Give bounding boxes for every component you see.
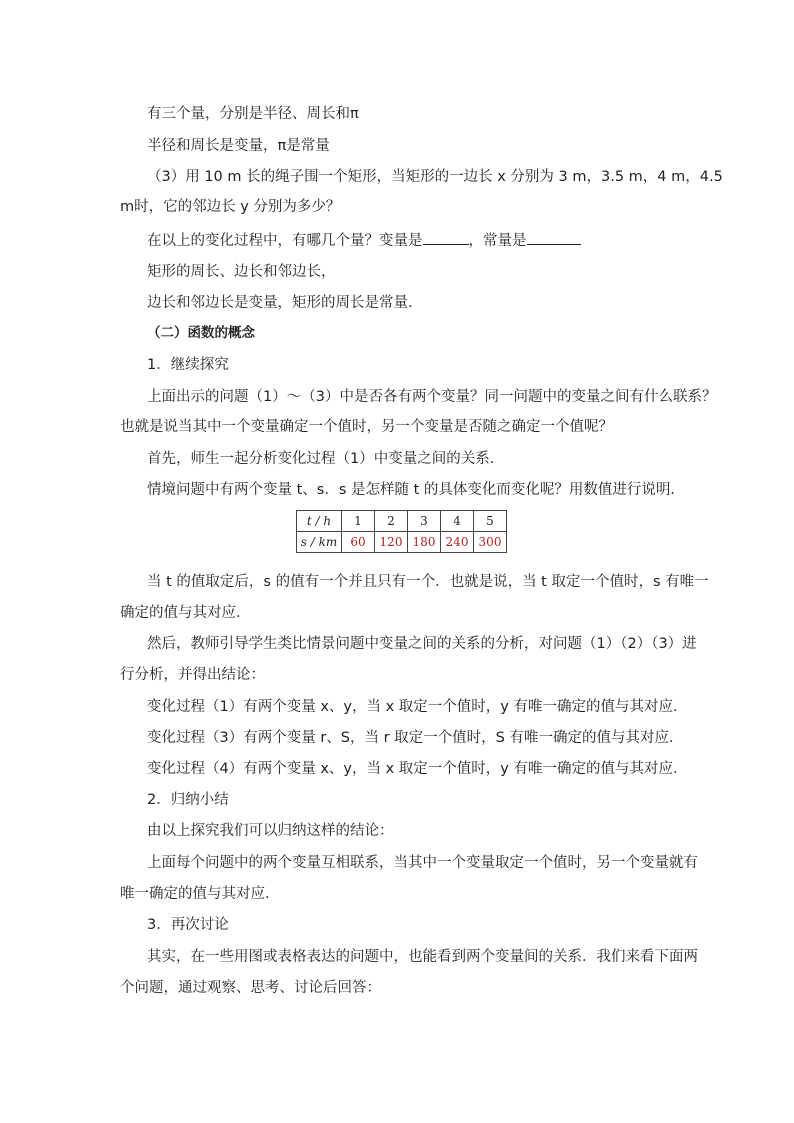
section-heading: （二）函数的概念	[147, 325, 255, 341]
text-line: 当 t 的值取定后，s 的值有一个并且只有一个．也就是说，当 t 取定一个值时，s 有唯一	[147, 574, 709, 590]
table-cell: 1	[342, 511, 375, 532]
answer-blank	[527, 230, 581, 245]
text-line: 情境问题中有两个变量 t、s．s 是怎样随 t 的具体变化而变化呢？用数值进行说明．	[147, 482, 685, 498]
text-line: 变化过程（1）有两个变量 x、y，当 x 取定一个值时，y 有唯一确定的值与其对应．	[147, 699, 688, 715]
text-line: 上面每个问题中的两个变量互相联系，当其中一个变量取定一个值时，另一个变量就有	[147, 855, 698, 871]
text-line: m时，它的邻边长 y 分别为多少？	[120, 199, 341, 215]
text-line: 变化过程（4）有两个变量 x、y，当 x 取定一个值时，y 有唯一确定的值与其对应．	[147, 761, 688, 777]
subsection-heading: 2．归纳小结	[147, 792, 229, 808]
text-line: 有三个量，分别是半径、周长和π	[147, 106, 359, 122]
text-line: 也就是说当其中一个变量确定一个值时，另一个变量是否随之确定一个值呢？	[120, 419, 613, 435]
text-line: 其实，在一些用图或表格表达的问题中，也能看到两个变量间的关系．我们来看下面两	[147, 949, 698, 965]
subsection-heading: 1．继续探究	[147, 357, 229, 373]
text-line: 上面出示的问题（1）～（3）中是否各有两个变量？同一问题中的变量之间有什么联系？	[147, 389, 717, 405]
text-line: 行分析，并得出结论：	[120, 667, 265, 683]
text-line: 半径和周长是变量，π是常量	[147, 138, 330, 154]
text-line: 矩形的周长、边长和邻边长，	[147, 264, 336, 280]
question-text: 在以上的变化过程中，有哪几个量？变量是	[147, 233, 423, 249]
table-cell: 180	[408, 532, 441, 553]
table-cell: 300	[474, 532, 507, 553]
table-row	[297, 511, 507, 532]
text-line: 变化过程（3）有两个变量 r、S，当 r 取定一个值时，S 有唯一确定的值与其对应．	[147, 730, 684, 746]
table-cell: 240	[441, 532, 474, 553]
table-cell: 2	[375, 511, 408, 532]
text-line: 由以上探究我们可以归纳这样的结论：	[147, 823, 394, 839]
values-table	[296, 510, 507, 553]
table-cell: 5	[474, 511, 507, 532]
text-line: 确定的值与其对应．	[120, 605, 251, 621]
text-line: 个问题，通过观察、思考、讨论后回答：	[120, 980, 381, 996]
text-line: 首先，师生一起分析变化过程（1）中变量之间的关系．	[147, 451, 505, 467]
table-cell: 4	[441, 511, 474, 532]
text-line: 边长和邻边长是变量，矩形的周长是常量．	[147, 295, 423, 311]
question-line	[147, 230, 707, 251]
table-cell: 120	[375, 532, 408, 553]
text-line: （3）用 10 m 长的绳子围一个矩形，当矩形的一边长 x 分别为 3 m，3.5 m，4 m，4.5	[147, 169, 723, 185]
table-header-cell: t / h	[297, 511, 342, 532]
subsection-heading: 3．再次讨论	[147, 917, 229, 933]
table-row	[297, 532, 507, 553]
text-line: 然后，教师引导学生类比情景问题中变量之间的关系的分析，对问题（1）（2）（3）进	[147, 636, 697, 652]
question-text-2: ，常量是	[468, 233, 527, 249]
table-cell: 60	[342, 532, 375, 553]
table-cell: 3	[408, 511, 441, 532]
table-header-cell: s / km	[297, 532, 342, 553]
text-line: 唯一确定的值与其对应．	[120, 886, 280, 902]
answer-blank	[423, 230, 469, 245]
